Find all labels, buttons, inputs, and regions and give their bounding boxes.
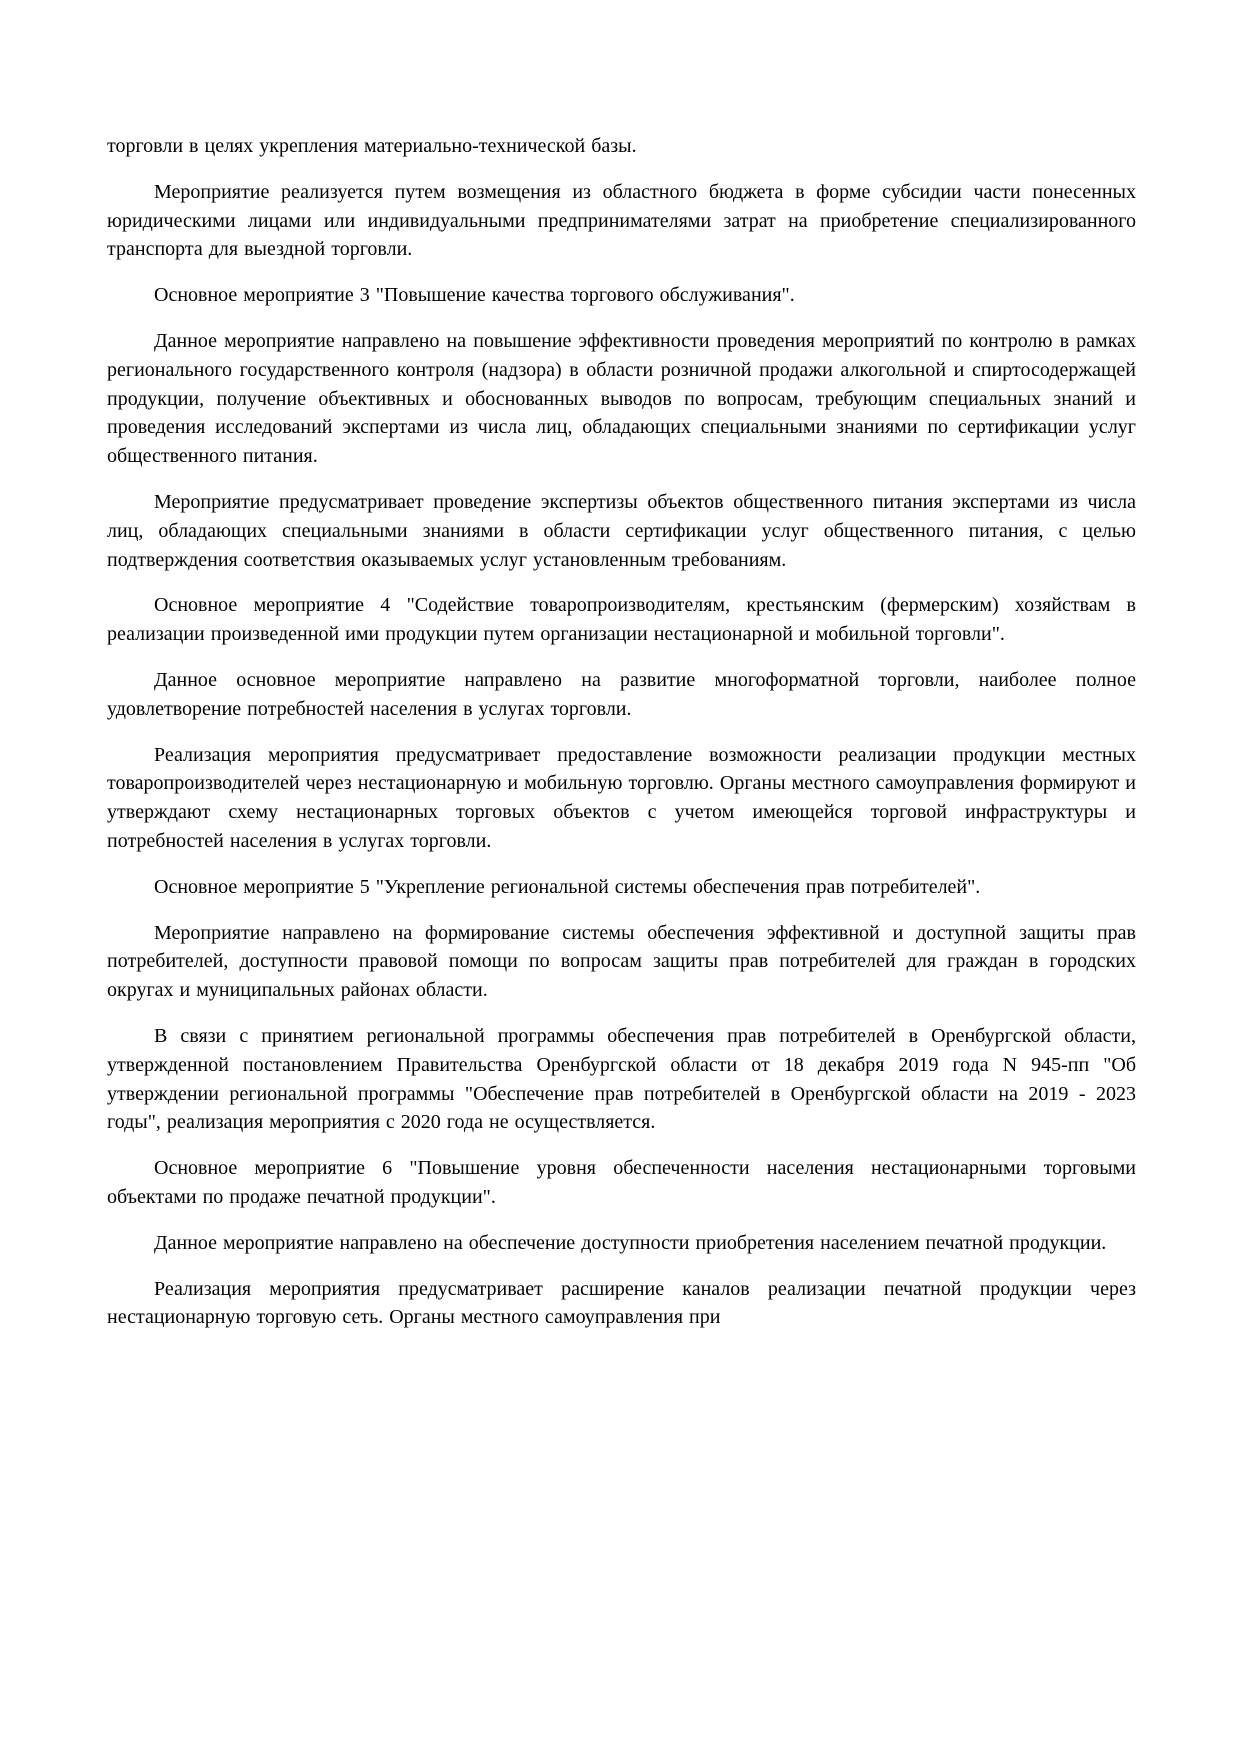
paragraph: Данное мероприятие направлено на повышение эффективности проведения мероприятий по контролю в рамках регионального государственного контроля (надзора) в области розничной продажи алкогольной и спиртосодержащей продукции, получение объективных и обоснованных выводов по вопросам, требующим специальных знаний и проведения исследований экспертами из числа лиц, обладающих специальными знаниями по сертификации услуг общественного питания.	[107, 329, 1136, 468]
paragraph: Данное мероприятие направлено на обеспечение доступности приобретения населением печатной продукции.	[154, 1231, 1107, 1254]
paragraph: Основное мероприятие 6 "Повышение уровня обеспеченности населения нестационарными торговыми объектами по продаже печатной продукции".	[107, 1157, 1136, 1208]
paragraph: Основное мероприятие 4 "Содействие товаропроизводителям, крестьянским (фермерским) хозяйствам в реализации произведенной ими продукции путем организации нестационарной и мобильной торговли".	[107, 594, 1136, 646]
paragraph: Основное мероприятие 5 "Укрепление региональной системы обеспечения прав потребителей".	[154, 875, 981, 898]
paragraph: Реализация мероприятия предусматривает расширение каналов реализации печатной продукции через нестационарную торговую сеть. Органы местного самоуправления при	[107, 1277, 1136, 1329]
paragraph: Основное мероприятие 3 "Повышение качества торгового обслуживания".	[154, 284, 795, 307]
paragraph: Мероприятие направлено на формирование системы обеспечения эффективной и доступной защиты прав потребителей, доступности правовой помощи по вопросам защиты прав потребителей для граждан в городских округах и муниципальных районах области.	[107, 921, 1136, 1002]
paragraph: Мероприятие реализуется путем возмещения из областного бюджета в форме субсидии части понесенных юридическими лицами или индивидуальными предпринимателями затрат на приобретение специализированного транспорта для выездной торговли.	[107, 180, 1136, 261]
paragraph: В связи с принятием региональной программы обеспечения прав потребителей в Оренбургской области, утвержденной постановлением Правительства Оренбургской области от 18 декабря 2019 года N 945-пп "Об утверждении региональной программы "Обеспечение прав потребителей в Оренбургской области на 2019 - 2023 годы", реализация мероприятия с 2020 года не осуществляется.	[107, 1024, 1136, 1134]
paragraph: Реализация мероприятия предусматривает предоставление возможности реализации продукции местных товаропроизводителей через нестационарную и мобильную торговлю. Органы местного самоуправления формируют и утверждают схему нестационарных торговых объектов с учетом имеющейся торговой инфраструктуры и потребностей населения в услугах торговли.	[107, 743, 1136, 852]
paragraph: Данное основное мероприятие направлено на развитие многоформатной торговли, наиболее полное удовлетворение потребностей населения в услугах торговли.	[107, 668, 1136, 720]
paragraph: торговли в целях укрепления материально-технической базы.	[107, 135, 637, 157]
paragraph: Мероприятие предусматривает проведение экспертизы объектов общественного питания экспертами из числа лиц, обладающих специальными знаниями в области сертификации услуг общественного питания, с целью подтверждения соответствия оказываемых услуг установленным требованиям.	[107, 490, 1136, 571]
